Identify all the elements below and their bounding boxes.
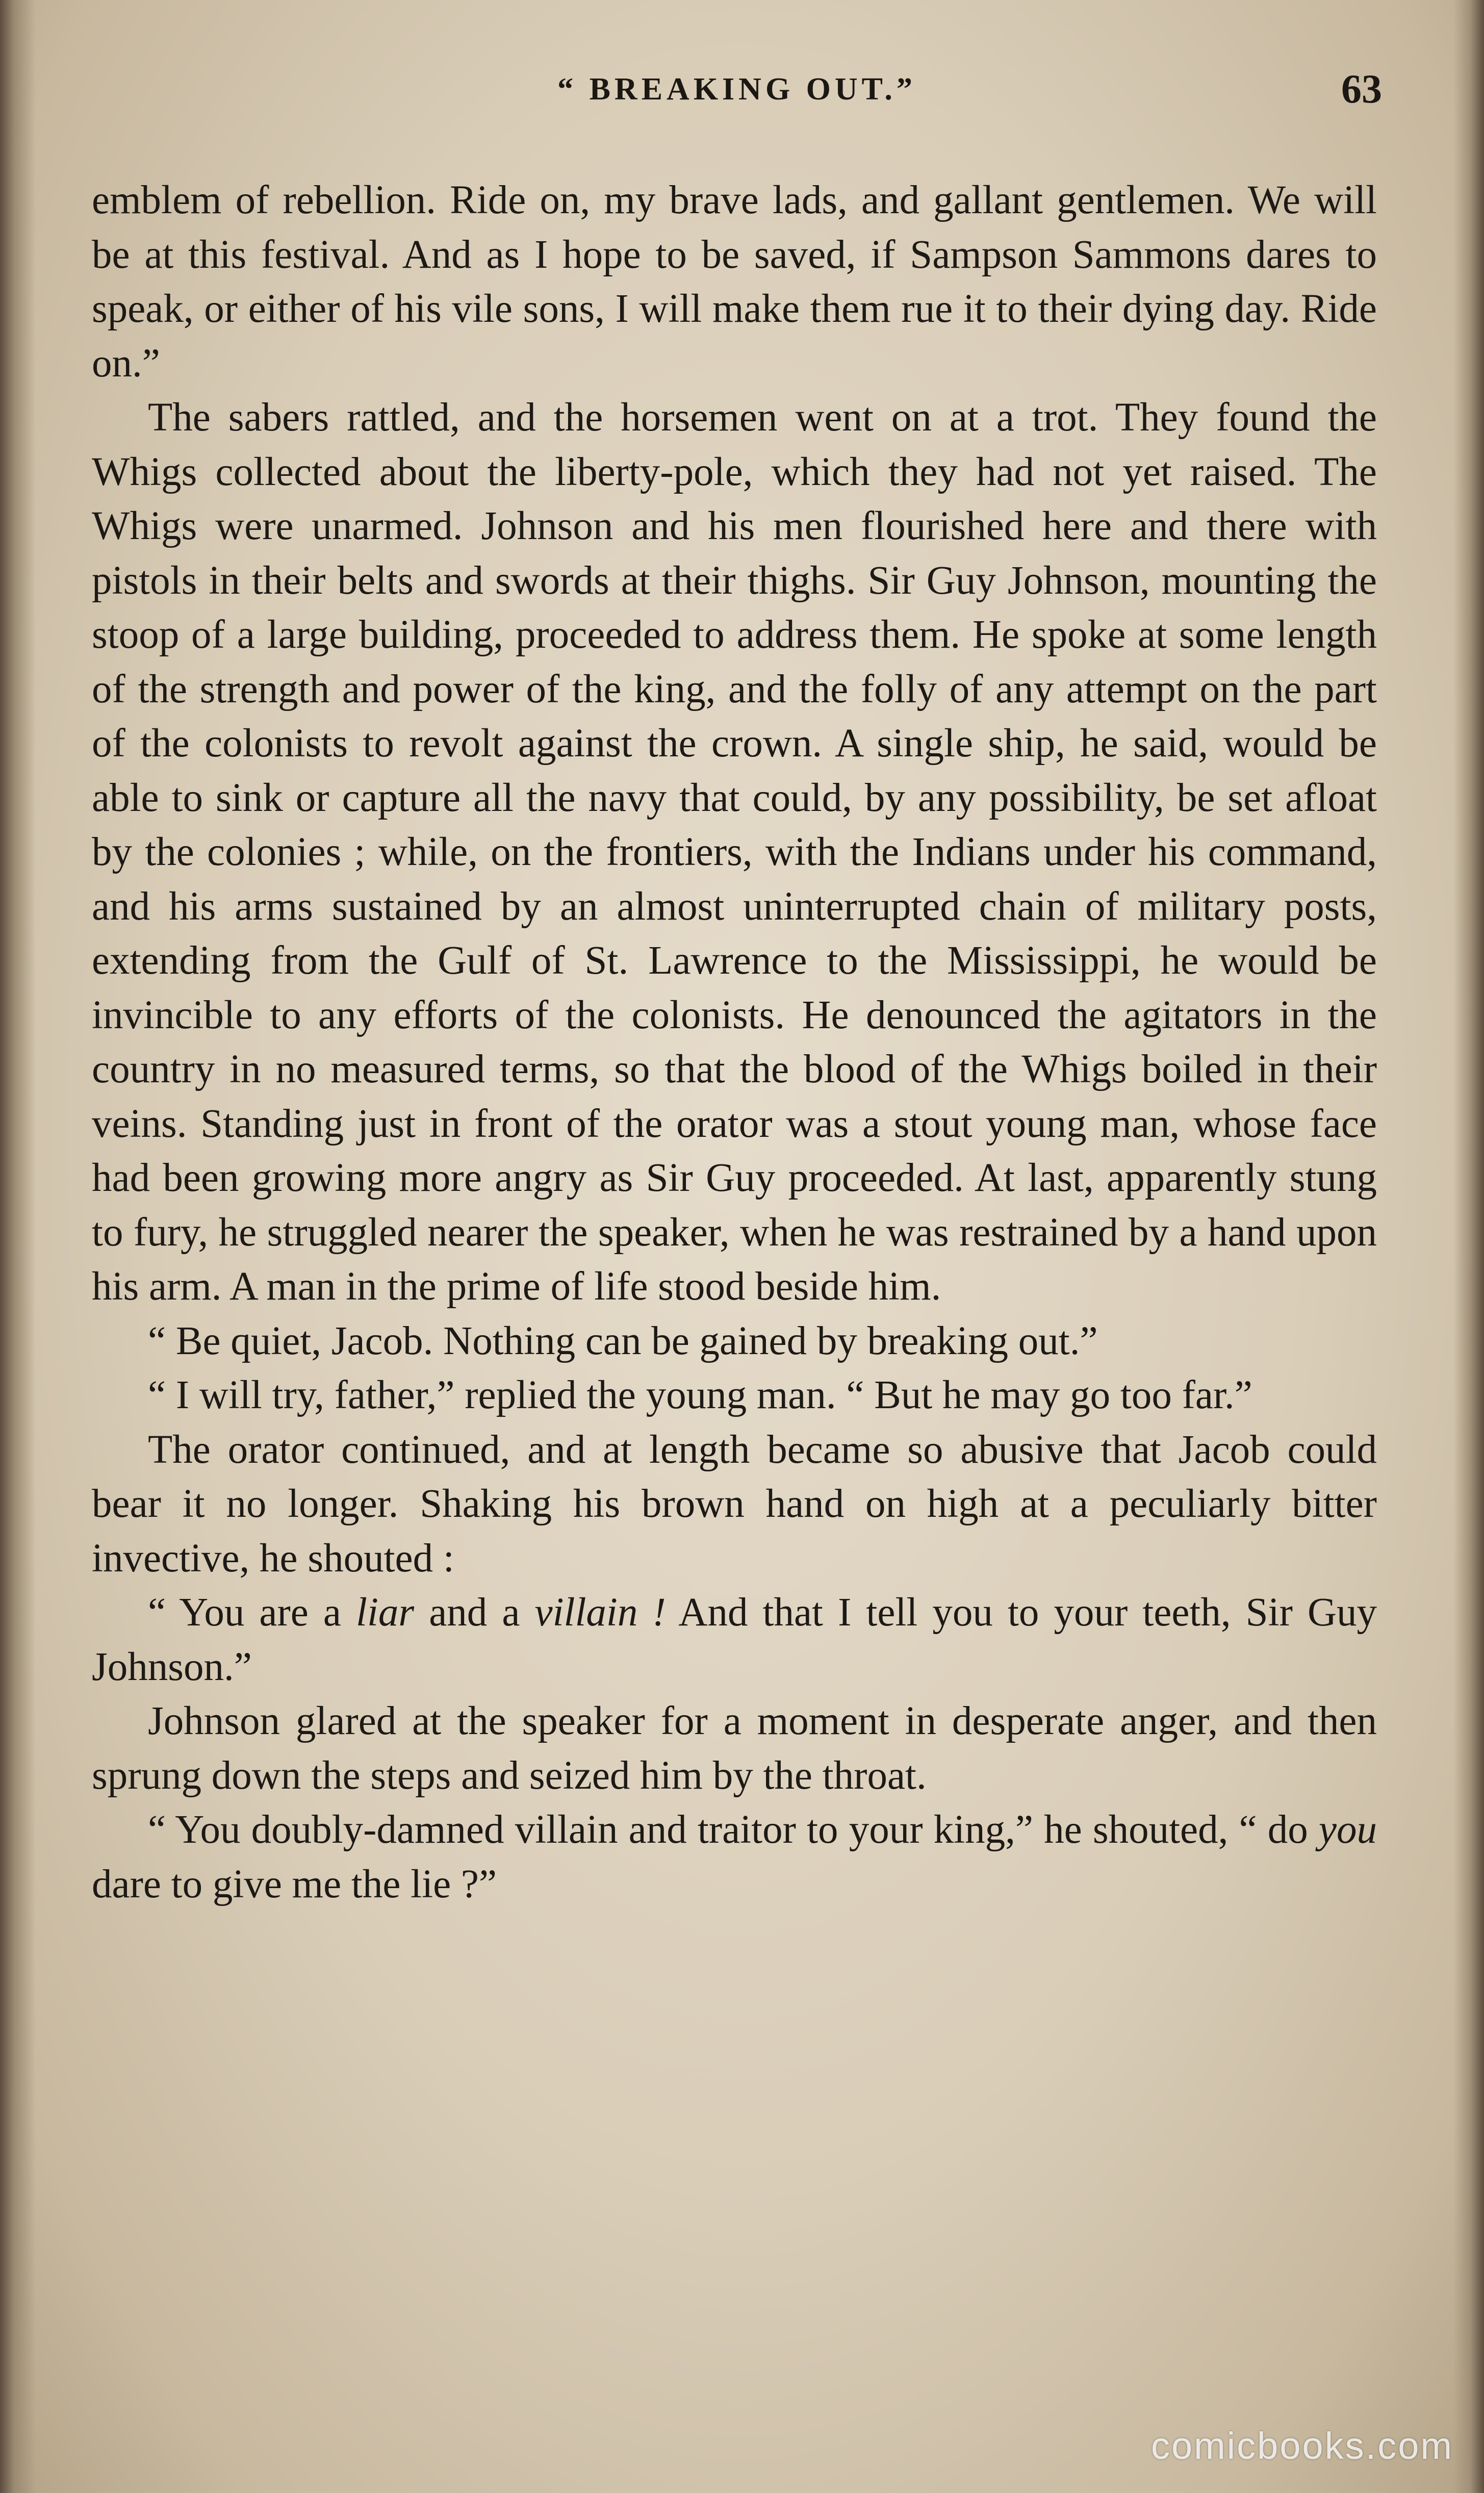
paragraph	[92, 1803, 1377, 1912]
page-edge-left	[0, 0, 36, 2493]
running-head: “ BREAKING OUT.”	[557, 72, 916, 107]
paragraph-text: and a	[414, 1590, 535, 1635]
paragraph	[92, 1694, 1377, 1803]
paragraph-text: And that I tell you to your teeth, Sir Guy Johnson.”	[92, 1590, 1377, 1689]
body-text	[92, 173, 1377, 1912]
page-header	[92, 66, 1382, 117]
paragraph-text: “ I will try, father,” replied the young man. “ But he may go too far.”	[148, 1373, 1252, 1417]
italic-text: villain !	[534, 1590, 666, 1635]
page-edge-right	[1453, 0, 1484, 2493]
paragraph-text: “ You doubly-damned villain and traitor to your king,” he shouted, “ do	[148, 1808, 1319, 1852]
paragraph-text: The orator continued, and at length became so abusive that Jacob could bear it no longer. Shaking his brown hand on high at a peculiarly bitter invective, he shouted :	[92, 1427, 1377, 1581]
italic-text: liar	[356, 1590, 415, 1635]
paragraph	[92, 1368, 1377, 1423]
paragraph	[92, 1586, 1377, 1694]
paragraph-text: emblem of rebellion. Ride on, my brave lads, and gallant gentlemen. We will be at this festival. And as I hope to be saved, if Sampson Sammons dares to speak, or either of his vile sons, I will make them rue it to their dying day. Ride on.”	[92, 178, 1377, 386]
paragraph-text: “ Be quiet, Jacob. Nothing can be gained by breaking out.”	[148, 1318, 1098, 1363]
paragraph	[92, 1423, 1377, 1586]
paragraph	[92, 391, 1377, 1314]
italic-text: you	[1318, 1808, 1377, 1852]
watermark: comicbooks.com	[1150, 2425, 1453, 2467]
paragraph	[92, 173, 1377, 391]
paragraph-text: Johnson glared at the speaker for a moment in desperate anger, and then sprung down the steps and seized him by the throat.	[92, 1699, 1377, 1798]
paragraph-text: dare to give me the lie ?”	[92, 1862, 497, 1906]
paragraph-text: The sabers rattled, and the horsemen went on at a trot. They found the Whigs collected about the liberty-pole, which they had not yet raised. The Whigs were unarmed. Johnson and his men flourished here and there with pistols in their belts and swords at their thighs. Sir Guy Johnson, mounting the stoop of a large building, proceeded to address them. He spoke at some length of the strength and power of the king, and the folly of any attempt on the part of the colonists to revolt against the crown. A single ship, he said, would be able to sink or capture all the navy that could, by any possibility, be set afloat by the colonies ; while, on the frontiers, with the Indians under his command, and his arms sustained by an almost uninterrupted chain of military posts, extending from the Gulf of St. Lawrence to the Mississippi, he would be invincible to any efforts of the colonists. He denounced the agitators in the country in no measured terms, so that the blood of the Whigs boiled in their veins. Standing just in front of the orator was a stout young man, whose face had been growing more angry as Sir Guy proceeded. At last, apparently stung to fury, he struggled nearer the speaker, when he was restrained by a hand upon his arm. A man in the prime of life stood beside him.	[92, 395, 1377, 1309]
paragraph-text: “ You are a	[148, 1590, 356, 1635]
page-number: 63	[1341, 67, 1382, 112]
paragraph	[92, 1314, 1377, 1369]
